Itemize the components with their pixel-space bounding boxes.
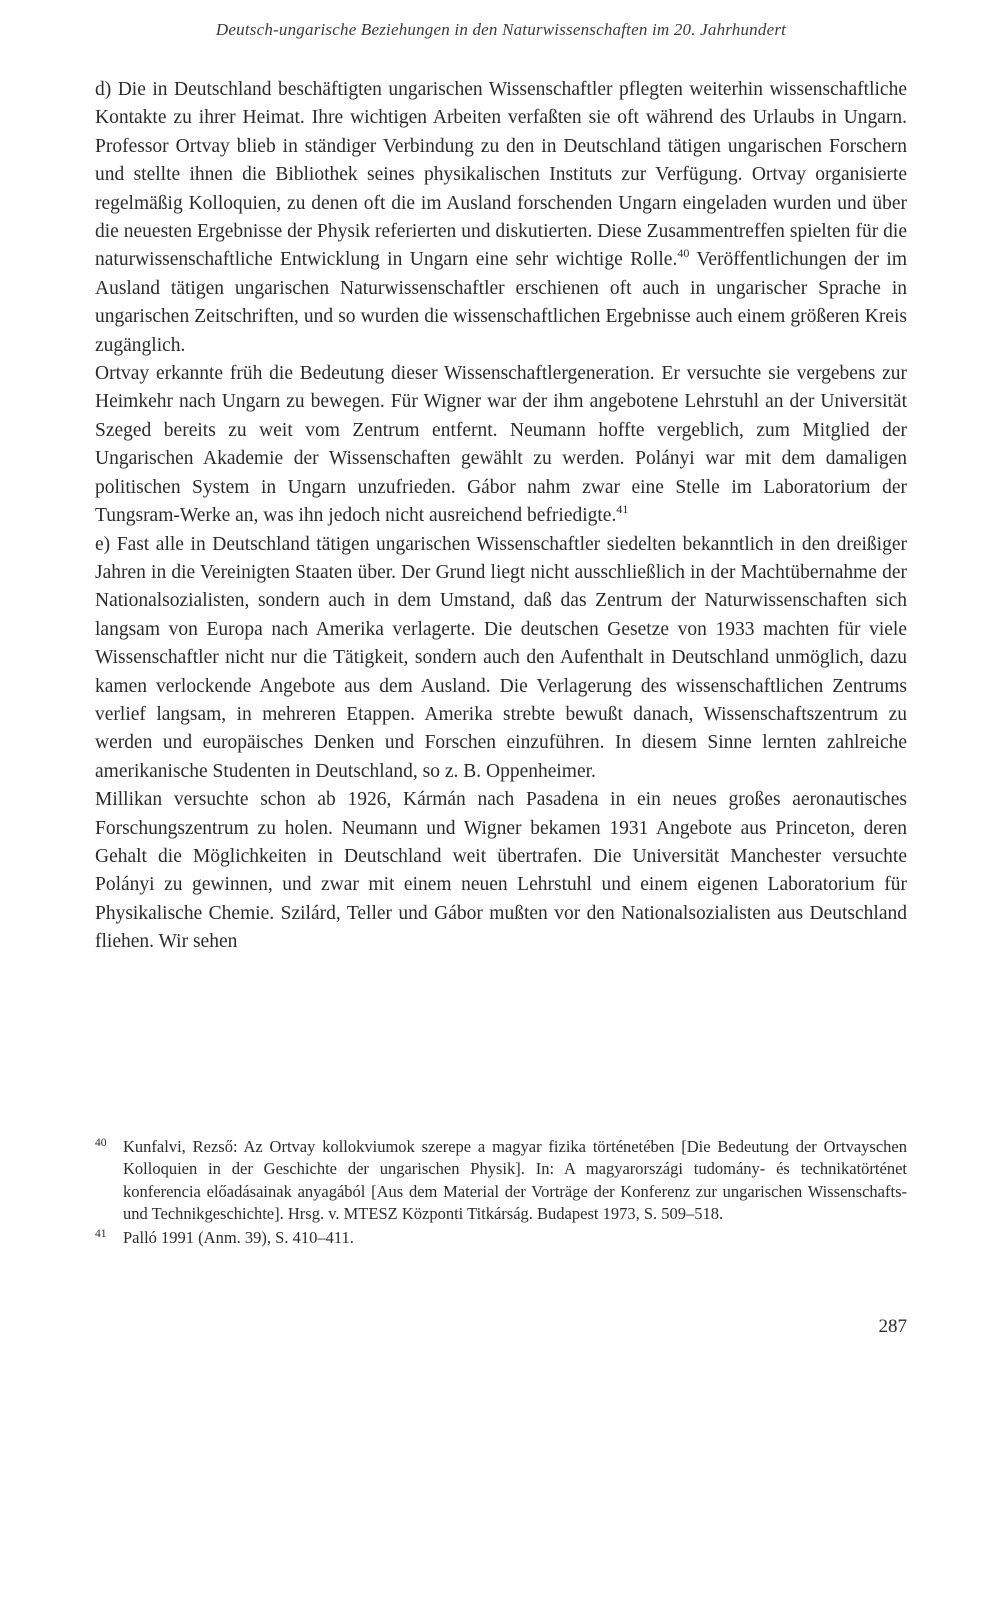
footnote-text: Kunfalvi, Rezső: Az Ortvay kollokviumok szerepe a magyar fizika történetében [Die Bedeutung der Ortvayschen Kolloquien in der Geschichte der ungarischen Physik]. In: A magyarországi tudomány- és technikatörténet konferencia előadásainak anyagából [Aus dem Material der Vorträge der Konferenz zur ungarischen Wissenschafts- und Technikgeschichte]. Hrsg. v. MTESZ Központi Titkárság. Budapest 1973, S. 509–518. [123,1137,907,1223]
paragraph-ortvay-bedeutung [95,360,907,530]
footnote-reference-41: 41 [616,502,629,517]
paragraph-text: Millikan versuchte schon ab 1926, Kármán nach Pasadena in ein neues großes aeronautisches Forschungszentrum zu holen. Neumann und Wigner bekamen 1931 Angebote aus Princeton, deren Gehalt die Möglichkeiten in Deutschland weit übertrafen. Die Universität Manchester versuchte Polányi zu gewinnen, und zwar mit einem neuen Lehrstuhl und einem eigenen Laboratorium für Physikalische Chemie. Szilárd, Teller und Gábor mußten vor den Nationalsozialisten aus Deutschland fliehen. Wir sehen [95,789,907,953]
paragraph-text: d) Die in Deutschland beschäftigten ungarischen Wissenschaftler pflegten weiterhin wissenschaftliche Kontakte zu ihrer Heimat. Ihre wichtigen Arbeiten verfaßten sie oft während des Urlaubs in Ungarn. Professor Ortvay blieb in ständiger Verbindung zu den in Deutschland tätigen ungarischen Forschern und stellte ihnen die Bibliothek seines physikalischen Instituts zur Verfügung. Ortvay organisierte regelmäßig Kolloquien, zu denen oft die im Ausland forschenden Ungarn eingeladen wurden und über die neuesten Ergebnisse der Physik referierten und diskutierten. Diese Zusammentreffen spielten für die naturwissenschaftliche Entwicklung in Ungarn eine sehr wichtige Rolle. [95,79,907,271]
body-text [95,76,907,957]
running-head: Deutsch-ungarische Beziehungen in den Naturwissenschaften im 20. Jahrhundert [215,20,787,39]
footnote-40 [95,1136,907,1225]
footnote-number: 40 [95,1137,107,1149]
footnotes [95,1136,907,1251]
paragraph-angebote [95,786,907,956]
footnote-reference-40: 40 [677,246,690,261]
paragraph-auswanderung [95,531,907,787]
paragraph-ortvay-kontakte [95,76,907,360]
footnote-41 [95,1227,907,1249]
footnote-number: 41 [95,1228,107,1241]
paragraph-text: Ortvay erkannte früh die Bedeutung dieser Wissenschaftlergeneration. Er versuchte sie vergebens zur Heimkehr nach Ungarn zu bewegen. Für Wigner war der ihm angebotene Lehrstuhl an der Universität Szeged bereits zu weit vom Zentrum entfernt. Neumann hoffte vergeblich, zum Mitglied der Ungarischen Akademie der Wissenschaften gewählt zu werden. Polányi war mit dem damaligen politischen System in Ungarn unzufrieden. Gábor nahm zwar eine Stelle im Laboratorium der Tungsram-Werke an, was ihn jedoch nicht ausreichend befriedigte. [95,363,907,527]
paragraph-text: e) Fast alle in Deutschland tätigen ungarischen Wissenschaftler siedelten bekanntlich in den dreißiger Jahren in die Vereinigten Staaten über. Der Grund liegt nicht ausschließlich in der Machtübernahme der Nationalsozialisten, sondern auch in dem Umstand, daß das Zentrum der Naturwissenschaften sich langsam von Europa nach Amerika verlagerte. Die deutschen Gesetze von 1933 machten für viele Wissenschaftler nicht nur die Tätigkeit, sondern auch den Aufenthalt in Deutschland unmöglich, dazu kamen verlockende Angebote aus dem Ausland. Die Verlagerung des wissenschaftlichen Zentrums verlief langsam, in mehreren Etappen. Amerika strebte bewußt danach, Wissenschaftszentrum zu werden und europäisches Denken und Forschen einzuführen. In diesem Sinne lernten zahlreiche amerikanische Studenten in Deutschland, so z. B. Oppenheimer. [95,533,907,782]
footnote-text: Palló 1991 (Anm. 39), S. 410–411. [123,1228,354,1248]
page-number: 287 [878,1316,907,1337]
paragraph-text: Veröffentlichungen der im Ausland tätigen ungarischen Naturwissenschaftler erschienen oft auch in ungarischer Sprache in ungarischen Zeitschriften, und so wurden die wissenschaftlichen Ergebnisse auch einem größeren Kreis zugänglich. [95,249,907,356]
